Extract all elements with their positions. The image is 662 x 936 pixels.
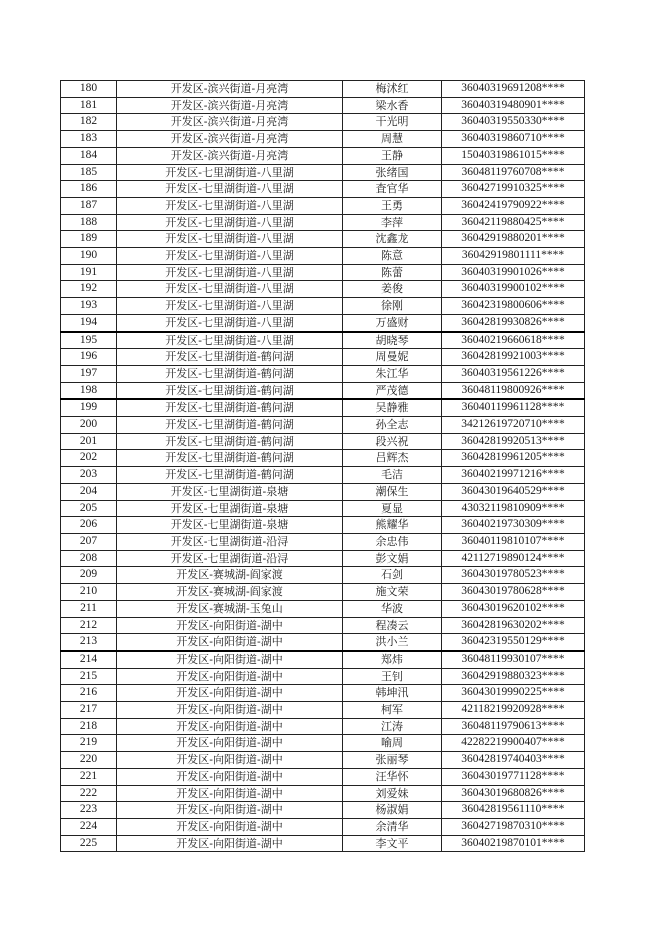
id-number-cell[interactable]: 42282219900407**** xyxy=(442,735,585,752)
address-cell[interactable]: 开发区-赛城湖-阎家渡 xyxy=(117,584,343,601)
table-row xyxy=(61,835,585,852)
table-row xyxy=(61,550,585,567)
address-cell[interactable]: 开发区-七里湖街道-鹤问湖 xyxy=(117,399,343,416)
address-cell[interactable]: 开发区-七里湖街道-鹤问湖 xyxy=(117,417,343,434)
address-cell[interactable]: 开发区-赛城湖-阎家渡 xyxy=(117,567,343,584)
name-cell[interactable]: 沈鑫龙 xyxy=(343,231,442,248)
name-cell[interactable]: 李文平 xyxy=(343,835,442,852)
table-row xyxy=(61,349,585,366)
row-number-cell[interactable]: 203 xyxy=(61,467,117,484)
address-cell[interactable]: 开发区-七里湖街道-鹤问湖 xyxy=(117,433,343,450)
address-cell[interactable]: 开发区-向阳街道-湖中 xyxy=(117,768,343,785)
id-number-cell[interactable]: 42112719890124**** xyxy=(442,550,585,567)
address-cell[interactable]: 开发区-七里湖街道-八里湖 xyxy=(117,181,343,198)
id-number-cell[interactable]: 36042719910325**** xyxy=(442,181,585,198)
id-number-cell[interactable]: 36042819961205**** xyxy=(442,450,585,467)
id-number-cell[interactable]: 36040219660618**** xyxy=(442,332,585,349)
row-number-cell[interactable]: 192 xyxy=(61,281,117,298)
row-number-cell[interactable]: 224 xyxy=(61,818,117,835)
id-number-cell[interactable]: 36043019680826**** xyxy=(442,785,585,802)
name-cell[interactable]: 王勇 xyxy=(343,197,442,214)
id-number-cell[interactable]: 36042819930826**** xyxy=(442,314,585,331)
name-cell[interactable]: 郑炜 xyxy=(343,651,442,668)
address-cell[interactable]: 开发区-七里湖街道-鹤问湖 xyxy=(117,450,343,467)
table-row xyxy=(61,668,585,685)
row-number-cell[interactable]: 219 xyxy=(61,735,117,752)
row-number-cell[interactable]: 188 xyxy=(61,214,117,231)
name-cell[interactable]: 孙全志 xyxy=(343,417,442,434)
address-cell[interactable]: 开发区-向阳街道-湖中 xyxy=(117,802,343,819)
row-number-cell[interactable]: 200 xyxy=(61,417,117,434)
id-number-cell[interactable]: 36043019780628**** xyxy=(442,584,585,601)
name-cell[interactable]: 胡晓琴 xyxy=(343,332,442,349)
id-number-cell[interactable]: 36042819921003**** xyxy=(442,349,585,366)
table-row xyxy=(61,685,585,702)
id-number-cell[interactable]: 43032119810909**** xyxy=(442,500,585,517)
id-number-cell[interactable]: 36043019620102**** xyxy=(442,600,585,617)
id-number-cell[interactable]: 36048119800926**** xyxy=(442,382,585,399)
row-number-cell[interactable]: 225 xyxy=(61,835,117,852)
name-cell[interactable]: 汪华怀 xyxy=(343,768,442,785)
table-row xyxy=(61,483,585,500)
table-row xyxy=(61,600,585,617)
name-cell[interactable]: 江涛 xyxy=(343,718,442,735)
id-number-cell[interactable]: 36040119810107**** xyxy=(442,533,585,550)
table-row xyxy=(61,768,585,785)
table-row xyxy=(61,533,585,550)
id-number-cell[interactable]: 36040319901026**** xyxy=(442,264,585,281)
row-number-cell[interactable]: 223 xyxy=(61,802,117,819)
id-number-cell[interactable]: 36042819561110**** xyxy=(442,802,585,819)
id-number-cell[interactable]: 36042719870310**** xyxy=(442,818,585,835)
table-row xyxy=(61,517,585,534)
row-number-cell[interactable]: 183 xyxy=(61,131,117,148)
table-row xyxy=(61,382,585,399)
id-number-cell[interactable]: 36040319480901**** xyxy=(442,97,585,114)
name-cell[interactable]: 陈蕾 xyxy=(343,264,442,281)
row-number-cell[interactable]: 211 xyxy=(61,600,117,617)
address-cell[interactable]: 开发区-七里湖街道-八里湖 xyxy=(117,314,343,331)
table-row xyxy=(61,735,585,752)
name-cell[interactable]: 熊耀华 xyxy=(343,517,442,534)
table-row xyxy=(61,114,585,131)
row-number-cell[interactable]: 194 xyxy=(61,314,117,331)
id-number-cell[interactable]: 36040319561226**** xyxy=(442,365,585,382)
table-row xyxy=(61,197,585,214)
address-cell[interactable]: 开发区-七里湖街道-沿浔 xyxy=(117,533,343,550)
address-cell[interactable]: 开发区-滨兴街道-月亮湾 xyxy=(117,114,343,131)
name-cell[interactable]: 程凑云 xyxy=(343,617,442,634)
address-cell[interactable]: 开发区-向阳街道-湖中 xyxy=(117,818,343,835)
address-cell[interactable]: 开发区-向阳街道-湖中 xyxy=(117,617,343,634)
name-cell[interactable]: 吴静雅 xyxy=(343,399,442,416)
row-number-cell[interactable]: 215 xyxy=(61,668,117,685)
table-row xyxy=(61,634,585,651)
table-row xyxy=(61,702,585,719)
table-row xyxy=(61,365,585,382)
id-number-cell[interactable]: 36043019780523**** xyxy=(442,567,585,584)
row-number-cell[interactable]: 210 xyxy=(61,584,117,601)
table-row xyxy=(61,567,585,584)
address-cell[interactable]: 开发区-七里湖街道-沿浔 xyxy=(117,550,343,567)
table-row xyxy=(61,298,585,315)
id-number-cell[interactable]: 36042919801111**** xyxy=(442,248,585,265)
row-number-cell[interactable]: 212 xyxy=(61,617,117,634)
address-cell[interactable]: 开发区-赛城湖-玉兔山 xyxy=(117,600,343,617)
name-cell[interactable]: 姜俊 xyxy=(343,281,442,298)
table-row xyxy=(61,281,585,298)
row-number-cell[interactable]: 198 xyxy=(61,382,117,399)
name-cell[interactable]: 吕辉杰 xyxy=(343,450,442,467)
table-row xyxy=(61,802,585,819)
row-number-cell[interactable]: 187 xyxy=(61,197,117,214)
address-cell[interactable]: 开发区-七里湖街道-鹤问湖 xyxy=(117,365,343,382)
table-row xyxy=(61,417,585,434)
address-cell[interactable]: 开发区-七里湖街道-鹤问湖 xyxy=(117,467,343,484)
id-number-cell[interactable]: 36043019771128**** xyxy=(442,768,585,785)
id-number-cell[interactable]: 36040319550330**** xyxy=(442,114,585,131)
spreadsheet-page xyxy=(60,80,585,852)
row-number-cell[interactable]: 218 xyxy=(61,718,117,735)
address-cell[interactable]: 开发区-七里湖街道-泉塘 xyxy=(117,483,343,500)
address-cell[interactable]: 开发区-七里湖街道-八里湖 xyxy=(117,298,343,315)
address-cell[interactable]: 开发区-向阳街道-湖中 xyxy=(117,735,343,752)
address-cell[interactable]: 开发区-向阳街道-湖中 xyxy=(117,651,343,668)
row-number-cell[interactable]: 221 xyxy=(61,768,117,785)
table-row xyxy=(61,752,585,769)
name-cell[interactable]: 韩坤汛 xyxy=(343,685,442,702)
table-row xyxy=(61,785,585,802)
name-cell[interactable]: 李萍 xyxy=(343,214,442,231)
row-number-cell[interactable]: 214 xyxy=(61,651,117,668)
table-row xyxy=(61,584,585,601)
row-number-cell[interactable]: 189 xyxy=(61,231,117,248)
name-cell[interactable]: 徐刚 xyxy=(343,298,442,315)
name-cell[interactable]: 喻周 xyxy=(343,735,442,752)
id-number-cell[interactable]: 36042319800606**** xyxy=(442,298,585,315)
row-number-cell[interactable]: 199 xyxy=(61,399,117,416)
address-cell[interactable]: 开发区-七里湖街道-鹤问湖 xyxy=(117,382,343,399)
address-cell[interactable]: 开发区-滨兴街道-月亮湾 xyxy=(117,81,343,98)
row-number-cell[interactable]: 195 xyxy=(61,332,117,349)
id-number-cell[interactable]: 36048119760708**** xyxy=(442,164,585,181)
name-cell[interactable]: 周曼妮 xyxy=(343,349,442,366)
address-cell[interactable]: 开发区-向阳街道-湖中 xyxy=(117,668,343,685)
name-cell[interactable]: 余清华 xyxy=(343,818,442,835)
row-number-cell[interactable]: 193 xyxy=(61,298,117,315)
table-row xyxy=(61,818,585,835)
table-row xyxy=(61,617,585,634)
table-row xyxy=(61,332,585,349)
row-number-cell[interactable]: 185 xyxy=(61,164,117,181)
row-number-cell[interactable]: 208 xyxy=(61,550,117,567)
roster-table xyxy=(60,80,585,852)
id-number-cell[interactable]: 36040319900102**** xyxy=(442,281,585,298)
name-cell[interactable]: 余忠伟 xyxy=(343,533,442,550)
row-number-cell[interactable]: 217 xyxy=(61,702,117,719)
address-cell[interactable]: 开发区-七里湖街道-八里湖 xyxy=(117,264,343,281)
table-row xyxy=(61,248,585,265)
name-cell[interactable]: 严茂德 xyxy=(343,382,442,399)
id-number-cell[interactable]: 36040219971216**** xyxy=(442,467,585,484)
row-number-cell[interactable]: 180 xyxy=(61,81,117,98)
table-row xyxy=(61,264,585,281)
row-number-cell[interactable]: 191 xyxy=(61,264,117,281)
id-number-cell[interactable]: 36042919880201**** xyxy=(442,231,585,248)
name-cell[interactable]: 石剑 xyxy=(343,567,442,584)
id-number-cell[interactable]: 36042419790922**** xyxy=(442,197,585,214)
row-number-cell[interactable]: 222 xyxy=(61,785,117,802)
name-cell[interactable]: 柯军 xyxy=(343,702,442,719)
table-row xyxy=(61,147,585,164)
table-row xyxy=(61,164,585,181)
row-number-cell[interactable]: 196 xyxy=(61,349,117,366)
id-number-cell[interactable]: 36042919880323**** xyxy=(442,668,585,685)
name-cell[interactable]: 梅沭红 xyxy=(343,81,442,98)
name-cell[interactable]: 华波 xyxy=(343,600,442,617)
row-number-cell[interactable]: 216 xyxy=(61,685,117,702)
table-row xyxy=(61,500,585,517)
name-cell[interactable]: 张丽琴 xyxy=(343,752,442,769)
address-cell[interactable]: 开发区-七里湖街道-八里湖 xyxy=(117,197,343,214)
row-number-cell[interactable]: 204 xyxy=(61,483,117,500)
id-number-cell[interactable]: 36040219870101**** xyxy=(442,835,585,852)
name-cell[interactable]: 彭文娟 xyxy=(343,550,442,567)
id-number-cell[interactable]: 36040219730309**** xyxy=(442,517,585,534)
address-cell[interactable]: 开发区-滨兴街道-月亮湾 xyxy=(117,131,343,148)
name-cell[interactable]: 段兴祝 xyxy=(343,433,442,450)
name-cell[interactable]: 周慧 xyxy=(343,131,442,148)
address-cell[interactable]: 开发区-七里湖街道-八里湖 xyxy=(117,332,343,349)
address-cell[interactable]: 开发区-七里湖街道-泉塘 xyxy=(117,517,343,534)
id-number-cell[interactable]: 36040119961128**** xyxy=(442,399,585,416)
table-row xyxy=(61,214,585,231)
name-cell[interactable]: 夏显 xyxy=(343,500,442,517)
row-number-cell[interactable]: 206 xyxy=(61,517,117,534)
row-number-cell[interactable]: 186 xyxy=(61,181,117,198)
table-row xyxy=(61,450,585,467)
row-number-cell[interactable]: 201 xyxy=(61,433,117,450)
name-cell[interactable]: 施文荣 xyxy=(343,584,442,601)
name-cell[interactable]: 梁水香 xyxy=(343,97,442,114)
row-number-cell[interactable]: 220 xyxy=(61,752,117,769)
address-cell[interactable]: 开发区-向阳街道-湖中 xyxy=(117,752,343,769)
name-cell[interactable]: 朱江华 xyxy=(343,365,442,382)
table-row xyxy=(61,399,585,416)
id-number-cell[interactable]: 36043019990225**** xyxy=(442,685,585,702)
name-cell[interactable]: 王钊 xyxy=(343,668,442,685)
table-row xyxy=(61,433,585,450)
id-number-cell[interactable]: 15040319861015**** xyxy=(442,147,585,164)
row-number-cell[interactable]: 213 xyxy=(61,634,117,651)
name-cell[interactable]: 万盛财 xyxy=(343,314,442,331)
id-number-cell[interactable]: 36042819630202**** xyxy=(442,617,585,634)
address-cell[interactable]: 开发区-滨兴街道-月亮湾 xyxy=(117,97,343,114)
table-row xyxy=(61,131,585,148)
table-body xyxy=(61,81,585,852)
row-number-cell[interactable]: 202 xyxy=(61,450,117,467)
id-number-cell[interactable]: 42118219920928**** xyxy=(442,702,585,719)
row-number-cell[interactable]: 190 xyxy=(61,248,117,265)
table-row xyxy=(61,651,585,668)
address-cell[interactable]: 开发区-七里湖街道-八里湖 xyxy=(117,281,343,298)
row-number-cell[interactable]: 207 xyxy=(61,533,117,550)
table-row xyxy=(61,314,585,331)
name-cell[interactable]: 査官华 xyxy=(343,181,442,198)
id-number-cell[interactable]: 36042819740403**** xyxy=(442,752,585,769)
table-row xyxy=(61,81,585,98)
table-row xyxy=(61,718,585,735)
address-cell[interactable]: 开发区-向阳街道-湖中 xyxy=(117,835,343,852)
id-number-cell[interactable]: 36048119790613**** xyxy=(442,718,585,735)
id-number-cell[interactable]: 36040319860710**** xyxy=(442,131,585,148)
address-cell[interactable]: 开发区-向阳街道-湖中 xyxy=(117,702,343,719)
id-number-cell[interactable]: 36048119930107**** xyxy=(442,651,585,668)
id-number-cell[interactable]: 36042119880425**** xyxy=(442,214,585,231)
table-row xyxy=(61,181,585,198)
row-number-cell[interactable]: 205 xyxy=(61,500,117,517)
row-number-cell[interactable]: 209 xyxy=(61,567,117,584)
name-cell[interactable]: 潮保生 xyxy=(343,483,442,500)
address-cell[interactable]: 开发区-七里湖街道-八里湖 xyxy=(117,164,343,181)
address-cell[interactable]: 开发区-七里湖街道-鹤问湖 xyxy=(117,349,343,366)
id-number-cell[interactable]: 34212619720710**** xyxy=(442,417,585,434)
id-number-cell[interactable]: 36043019640529**** xyxy=(442,483,585,500)
address-cell[interactable]: 开发区-七里湖街道-八里湖 xyxy=(117,248,343,265)
address-cell[interactable]: 开发区-滨兴街道-月亮湾 xyxy=(117,147,343,164)
address-cell[interactable]: 开发区-七里湖街道-八里湖 xyxy=(117,231,343,248)
name-cell[interactable]: 毛洁 xyxy=(343,467,442,484)
table-row xyxy=(61,467,585,484)
id-number-cell[interactable]: 36042819920513**** xyxy=(442,433,585,450)
row-number-cell[interactable]: 182 xyxy=(61,114,117,131)
address-cell[interactable]: 开发区-向阳街道-湖中 xyxy=(117,634,343,651)
id-number-cell[interactable]: 36042319550129**** xyxy=(442,634,585,651)
name-cell[interactable]: 干光明 xyxy=(343,114,442,131)
name-cell[interactable]: 陈意 xyxy=(343,248,442,265)
name-cell[interactable]: 洪小兰 xyxy=(343,634,442,651)
name-cell[interactable]: 刘爱妹 xyxy=(343,785,442,802)
row-number-cell[interactable]: 181 xyxy=(61,97,117,114)
address-cell[interactable]: 开发区-七里湖街道-八里湖 xyxy=(117,214,343,231)
name-cell[interactable]: 王静 xyxy=(343,147,442,164)
name-cell[interactable]: 杨淑娟 xyxy=(343,802,442,819)
row-number-cell[interactable]: 184 xyxy=(61,147,117,164)
address-cell[interactable]: 开发区-向阳街道-湖中 xyxy=(117,785,343,802)
table-row xyxy=(61,97,585,114)
row-number-cell[interactable]: 197 xyxy=(61,365,117,382)
address-cell[interactable]: 开发区-七里湖街道-泉塘 xyxy=(117,500,343,517)
table-row xyxy=(61,231,585,248)
name-cell[interactable]: 张绪国 xyxy=(343,164,442,181)
id-number-cell[interactable]: 36040319691208**** xyxy=(442,81,585,98)
address-cell[interactable]: 开发区-向阳街道-湖中 xyxy=(117,685,343,702)
address-cell[interactable]: 开发区-向阳街道-湖中 xyxy=(117,718,343,735)
